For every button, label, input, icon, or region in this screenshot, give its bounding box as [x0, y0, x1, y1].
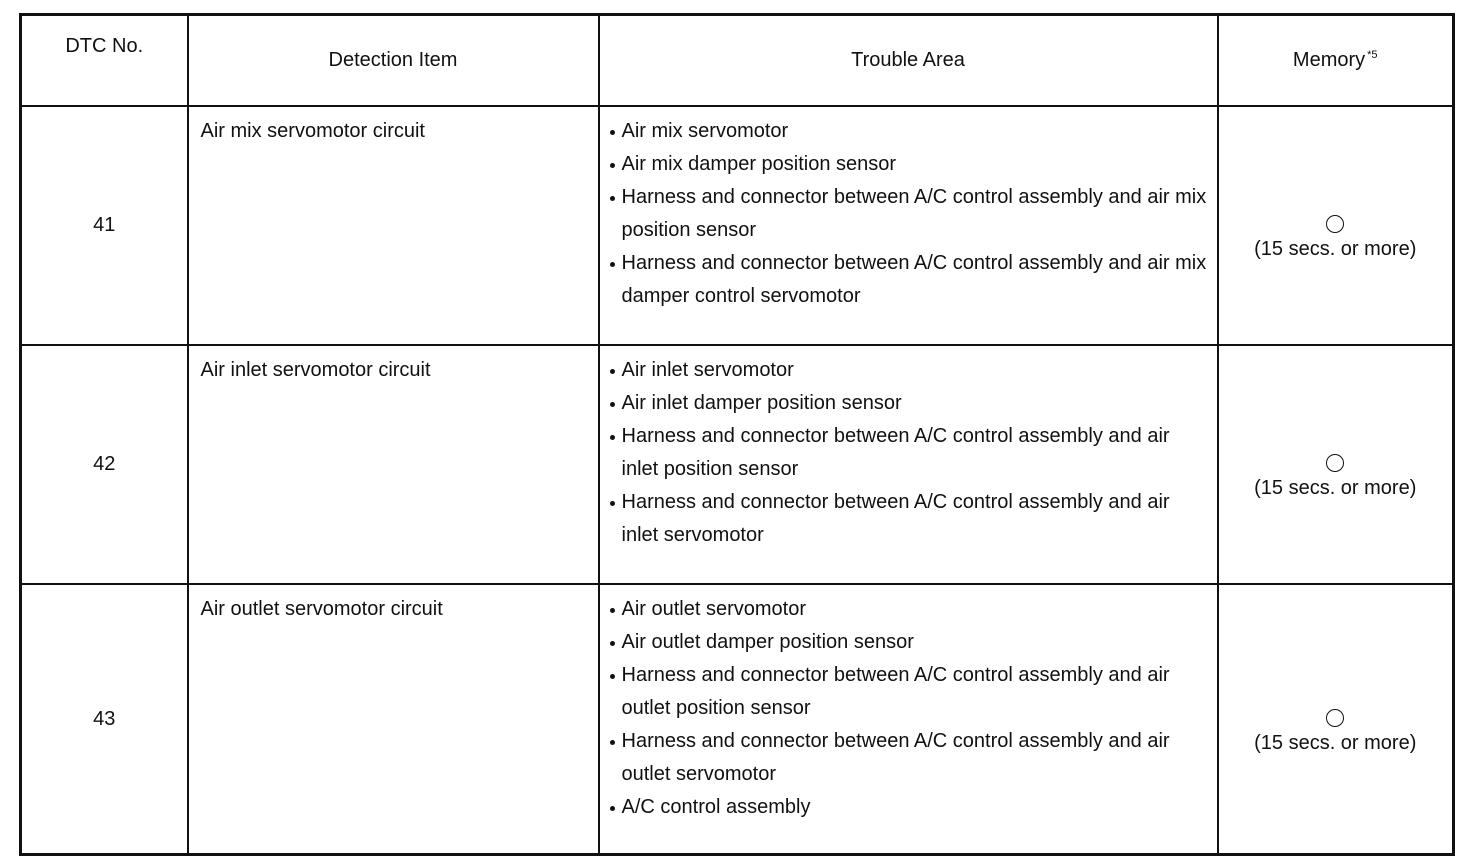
trouble-area-item: Air outlet damper position sensor — [608, 626, 1207, 659]
table-row — [21, 584, 1454, 855]
trouble-area-item: Air inlet servomotor — [608, 354, 1207, 387]
trouble-area-item: Harness and connector between A/C control assembly and air inlet position sensor — [608, 420, 1207, 486]
trouble-area-item: Harness and connector between A/C control assembly and air mix damper control servomotor — [608, 247, 1207, 313]
memory-cell — [1218, 345, 1454, 584]
trouble-area-item: Air inlet damper position sensor — [608, 387, 1207, 420]
memory-condition: (15 secs. or more) — [1254, 731, 1417, 754]
trouble-area-item: Air mix damper position sensor — [608, 148, 1207, 181]
dtc-table — [19, 13, 1455, 856]
header-memory — [1218, 15, 1454, 107]
trouble-area-item: Air mix servomotor — [608, 115, 1207, 148]
memory-circle-icon — [1326, 215, 1344, 233]
trouble-area-item: Harness and connector between A/C control assembly and air outlet position sensor — [608, 659, 1207, 725]
trouble-area — [599, 345, 1218, 584]
header-row — [21, 15, 1454, 107]
header-memory-note: *5 — [1367, 49, 1378, 62]
detection-item: Air outlet servomotor circuit — [188, 584, 599, 855]
memory-condition: (15 secs. or more) — [1254, 238, 1417, 260]
memory-cell — [1218, 106, 1454, 345]
trouble-area-list — [608, 115, 1207, 313]
dtc-code: 41 — [21, 106, 188, 345]
memory-circle-icon — [1326, 709, 1344, 727]
dtc-code: 42 — [21, 345, 188, 584]
header-memory-label: Memory — [1292, 49, 1366, 71]
trouble-area-item: A/C control assembly — [608, 791, 1207, 824]
trouble-area — [599, 106, 1218, 345]
trouble-area-item: Harness and connector between A/C control assembly and air mix position sensor — [608, 181, 1207, 247]
trouble-area-item: Air outlet servomotor — [608, 593, 1207, 626]
detection-item: Air mix servomotor circuit — [188, 106, 599, 345]
trouble-area-list — [608, 354, 1207, 552]
trouble-area-list — [608, 593, 1207, 824]
detection-item: Air inlet servomotor circuit — [188, 345, 599, 584]
table-row — [21, 345, 1454, 584]
header-detection-item: Detection Item — [188, 15, 599, 107]
table-row — [21, 106, 1454, 345]
memory-cell — [1218, 584, 1454, 855]
trouble-area-item: Harness and connector between A/C control assembly and air outlet servomotor — [608, 725, 1207, 791]
header-trouble-area: Trouble Area — [599, 15, 1218, 107]
trouble-area-item: Harness and connector between A/C control assembly and air inlet servomotor — [608, 486, 1207, 552]
dtc-code: 43 — [21, 584, 188, 855]
memory-condition: (15 secs. or more) — [1254, 477, 1417, 499]
memory-circle-icon — [1326, 454, 1344, 472]
trouble-area — [599, 584, 1218, 855]
header-dtc-no: DTC No. — [21, 15, 188, 107]
